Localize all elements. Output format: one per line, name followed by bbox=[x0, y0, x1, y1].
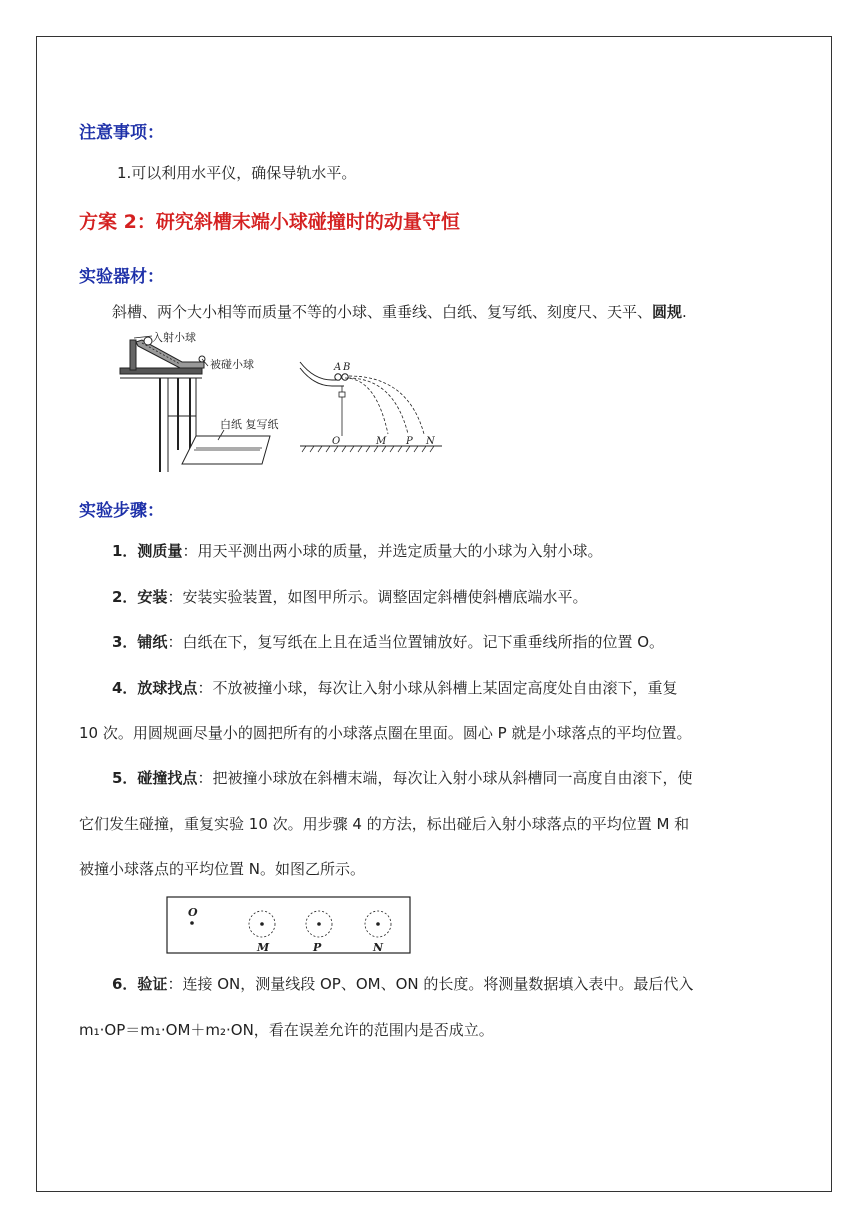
landing-points-figure bbox=[166, 896, 412, 956]
label-A: A bbox=[334, 362, 342, 373]
point-P-label: P bbox=[313, 941, 322, 954]
notes-heading: 注意事项： bbox=[79, 123, 164, 143]
point-P bbox=[317, 922, 321, 926]
point-M bbox=[260, 922, 264, 926]
step-2-text: ：安装实验装置，如图甲所示。调整固定斜槽使斜槽底端水平。 bbox=[167, 588, 588, 606]
step-3-text: ：白纸在下，复写纸在上且在适当位置铺放好。记下重垂线所指的位置 O。 bbox=[167, 633, 665, 651]
equipment-heading: 实验器材： bbox=[79, 267, 164, 287]
step-6-text: ：连接 ON，测量线段 OP、OM、ON 的长度。将测量数据填入表中。最后代入 bbox=[167, 975, 694, 993]
equipment-list bbox=[112, 301, 687, 322]
plan-title: 方案 2：研究斜槽末端小球碰撞时的动量守恒 bbox=[79, 211, 460, 233]
paper-label: 白纸 复写纸 bbox=[220, 418, 279, 431]
label-N: N bbox=[426, 436, 435, 447]
step-3 bbox=[112, 631, 664, 652]
step-6 bbox=[112, 973, 693, 994]
step-6-line-2: m₁·OP＝m₁·OM＋m₂·ON，看在误差允许的范围内是否成立。 bbox=[79, 1021, 494, 1039]
incident-ball bbox=[144, 337, 152, 345]
point-N bbox=[376, 922, 380, 926]
label-B: B bbox=[343, 362, 351, 373]
step-5-text: ：把被撞小球放在斜槽末端，每次让入射小球从斜槽同一高度自由滚下，使 bbox=[197, 769, 693, 787]
point-O bbox=[190, 921, 194, 925]
trajectory-P bbox=[348, 378, 408, 434]
ball-B bbox=[342, 374, 348, 380]
step-5-line-2: 它们发生碰撞，重复实验 10 次。用步骤 4 的方法，标出碰后入射小球落点的平均位置 M 和 bbox=[79, 815, 690, 833]
point-M-label: M bbox=[257, 941, 270, 954]
equipment-compass: 圆规 bbox=[652, 303, 683, 321]
step-4-title: 4．放球找点 bbox=[112, 679, 198, 697]
step-5-title: 5．碰撞找点 bbox=[112, 769, 198, 787]
step-4-text: ：不放被撞小球，每次让入射小球从斜槽上某固定高度处自由滚下，重复 bbox=[197, 679, 678, 697]
step-3-title: 3．铺纸 bbox=[112, 633, 168, 651]
ground-hatching bbox=[302, 446, 434, 452]
label-P: P bbox=[406, 436, 413, 447]
equipment-period: . bbox=[682, 303, 687, 321]
plumb-bob bbox=[339, 392, 345, 397]
step-1 bbox=[112, 540, 602, 561]
step-5-line-3: 被撞小球落点的平均位置 N。如图乙所示。 bbox=[79, 860, 365, 878]
notes-item-1: 1.可以利用水平仪，确保导轨水平。 bbox=[117, 164, 357, 182]
step-2 bbox=[112, 586, 587, 607]
equipment-text: 斜槽、两个大小相等而质量不等的小球、重垂线、白纸、复写纸、刻度尺、天平、 bbox=[112, 303, 653, 321]
ball-A bbox=[335, 374, 341, 380]
trajectory-N bbox=[349, 376, 424, 434]
step-1-text: ：用天平测出两小球的质量，并选定质量大的小球为入射小球。 bbox=[182, 542, 603, 560]
trajectory-M bbox=[345, 378, 388, 434]
step-5 bbox=[112, 767, 692, 788]
step-2-title: 2．安装 bbox=[112, 588, 168, 606]
step-1-title: 1．测质量 bbox=[112, 542, 183, 560]
label-O: O bbox=[332, 436, 341, 447]
step-4 bbox=[112, 677, 677, 698]
step-6-title: 6．验证 bbox=[112, 975, 168, 993]
label-M: M bbox=[376, 436, 387, 447]
steps-heading: 实验步骤： bbox=[79, 501, 164, 521]
point-N-label: N bbox=[373, 941, 384, 954]
ramp-stand bbox=[130, 340, 136, 370]
apparatus-figure bbox=[112, 326, 302, 478]
trajectory-figure bbox=[296, 356, 446, 456]
point-O-label: O bbox=[188, 906, 198, 919]
step-4-line-2: 10 次。用圆规画尽量小的圆把所有的小球落点圈在里面。圆心 P 就是小球落点的平均位置。 bbox=[79, 724, 692, 742]
target-ball-label: 被碰小球 bbox=[210, 358, 254, 371]
incident-ball-label: 入射小球 bbox=[152, 331, 196, 344]
